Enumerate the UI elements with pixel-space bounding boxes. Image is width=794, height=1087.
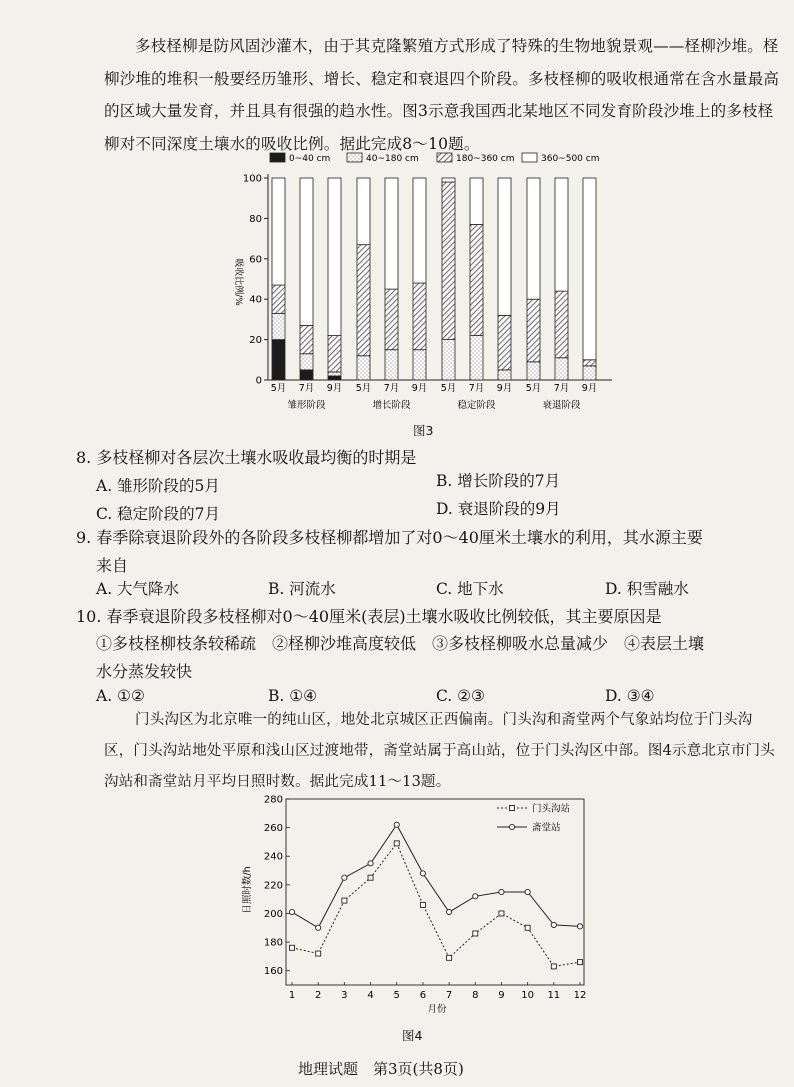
- x-tick-label: 9: [498, 990, 505, 1001]
- data-point: [342, 875, 347, 880]
- bar-segment: [357, 178, 370, 245]
- series-line: [292, 843, 580, 966]
- question-10-option-c[interactable]: C. ②③: [436, 687, 485, 705]
- data-point: [368, 861, 373, 866]
- bar-segment: [498, 315, 511, 370]
- bar-segment: [328, 336, 341, 372]
- legend-swatch: [347, 153, 362, 162]
- bar-segment: [300, 325, 313, 353]
- question-9-option-a[interactable]: A. 大气降水: [96, 580, 180, 598]
- data-point: [316, 951, 321, 956]
- x-tick-label: 5月: [270, 383, 287, 394]
- question-8-option-c[interactable]: C. 稳定阶段的7月: [96, 505, 221, 523]
- question-10-stem: 10. 春季衰退阶段多枝柽柳对0～40厘米(表层)土壤水吸收比例较低，其主要原因是: [76, 607, 662, 626]
- bar-segment: [300, 354, 313, 370]
- question-9-option-b[interactable]: B. 河流水: [268, 580, 336, 598]
- y-tick-label: 160: [263, 966, 283, 978]
- question-10-option-a[interactable]: A. ①②: [96, 687, 145, 705]
- question-8-option-b[interactable]: B. 增长阶段的7月: [436, 472, 561, 490]
- question-8-option-a[interactable]: A. 雏形阶段的5月: [96, 477, 220, 495]
- data-point: [420, 871, 425, 876]
- bar-segment: [583, 360, 596, 366]
- group-label: 雏形阶段: [287, 400, 326, 411]
- bar-segment: [583, 178, 596, 360]
- data-point: [499, 889, 504, 894]
- bar-segment: [442, 340, 455, 380]
- legend-swatch: [522, 153, 537, 162]
- intro-paragraph-2: 门头沟区为北京唯一的纯山区，地处北京城区正西偏南。门头沟和斋堂两个气象站均位于门头沟区，门头沟站地处平原和浅山区过渡地带，斋堂站属于高山站，位于门头沟区中部。图4示意北京市门头沟站和斋堂站月平均日照时数。据此完成11～13题。: [104, 712, 775, 790]
- bar-segment: [272, 313, 285, 339]
- data-point: [368, 875, 373, 880]
- x-tick-label: 4: [367, 990, 374, 1001]
- legend-label: 斋堂站: [532, 822, 561, 834]
- bar-segment: [328, 372, 341, 376]
- y-tick-label: 180: [263, 937, 283, 949]
- group-label: 稳定阶段: [457, 400, 496, 411]
- bar-segment: [413, 350, 426, 380]
- bar-segment: [583, 366, 596, 380]
- x-tick-label: 12: [573, 990, 587, 1001]
- y-tick-label: 80: [249, 213, 262, 225]
- legend-marker: [510, 806, 515, 811]
- legend-swatch: [270, 153, 285, 162]
- data-point: [394, 841, 399, 846]
- y-tick-label: 100: [242, 173, 262, 185]
- question-10-option-b[interactable]: B. ①④: [268, 687, 318, 705]
- y-tick-label: 20: [249, 335, 262, 347]
- y-tick-label: 220: [263, 880, 283, 892]
- y-axis-label: 吸收比例/%: [233, 258, 243, 306]
- legend-label: 门头沟站: [532, 803, 571, 815]
- data-point: [446, 909, 451, 914]
- x-tick-label: 1: [288, 990, 296, 1001]
- bar-segment: [385, 289, 398, 350]
- data-point: [394, 822, 399, 827]
- bar-segment: [555, 291, 568, 358]
- x-tick-label: 5月: [355, 383, 372, 394]
- bar-segment: [357, 356, 370, 380]
- x-tick-label: 7月: [298, 383, 315, 394]
- bar-segment: [272, 340, 285, 380]
- bar-segment: [385, 350, 398, 380]
- x-tick-label: 2: [314, 990, 322, 1001]
- bar-segment: [300, 370, 313, 380]
- series-line: [292, 825, 580, 928]
- x-tick-label: 7月: [553, 383, 570, 394]
- data-point: [525, 889, 530, 894]
- group-label: 增长阶段: [372, 400, 411, 411]
- data-point: [499, 911, 504, 916]
- bar-segment: [272, 178, 285, 285]
- data-point: [551, 964, 556, 969]
- question-9-stem-continued: 来自: [96, 556, 129, 575]
- bar-segment: [328, 376, 341, 380]
- legend-swatch: [437, 153, 452, 162]
- bar-segment: [442, 182, 455, 340]
- y-tick-label: 260: [263, 823, 283, 835]
- y-tick-label: 280: [263, 794, 283, 806]
- intro-paragraph-1: 多枝柽柳是防风固沙灌木，由于其克隆繁殖方式形成了特殊的生物地貌景观——柽柳沙堆。柽柳沙堆的堆积一般要经历雏形、增长、稳定和衰退四个阶段。多枝柽柳的吸收根通常在含水量最高的区域大量发育，并且具有很强的趋水性。图3示意我国西北某地区不同发育阶段沙堆上的多枝柽柳对不同深度土壤水的吸收比例。据此完成8～10题。: [104, 37, 780, 153]
- data-point: [551, 922, 556, 927]
- data-point: [342, 898, 347, 903]
- bar-segment: [328, 178, 341, 336]
- x-tick-label: 5月: [440, 383, 457, 394]
- x-tick-label: 7: [445, 990, 453, 1001]
- y-tick-label: 0: [255, 375, 262, 387]
- figure-4-caption: 图4: [402, 1028, 423, 1043]
- legend-label: 40~180 cm: [366, 154, 419, 164]
- bar-segment: [527, 178, 540, 299]
- x-tick-label: 5: [393, 990, 400, 1001]
- bar-segment: [470, 336, 483, 380]
- x-tick-label: 8: [472, 990, 479, 1001]
- x-tick-label: 7月: [468, 383, 485, 394]
- bar-segment: [498, 178, 511, 315]
- data-point: [473, 894, 478, 899]
- legend-label: 360~500 cm: [541, 154, 600, 164]
- bar-segment: [300, 178, 313, 325]
- x-tick-label: 6: [419, 990, 427, 1001]
- x-tick-label: 9月: [326, 383, 343, 394]
- y-tick-label: 200: [263, 908, 283, 920]
- question-9-option-d[interactable]: D. 积雪融水: [605, 580, 689, 598]
- legend-label: 0~40 cm: [289, 154, 331, 164]
- y-tick-label: 40: [249, 294, 262, 306]
- legend-marker: [509, 824, 514, 829]
- data-point: [577, 924, 582, 929]
- bar-segment: [555, 358, 568, 380]
- bar-segment: [470, 178, 483, 224]
- data-point: [316, 925, 321, 930]
- bar-segment: [442, 178, 455, 182]
- bar-segment: [527, 362, 540, 380]
- data-point: [420, 902, 425, 907]
- data-point: [290, 945, 295, 950]
- bar-segment: [555, 178, 568, 291]
- group-label: 衰退阶段: [542, 400, 581, 411]
- data-point: [525, 925, 530, 930]
- bar-segment: [413, 283, 426, 350]
- x-tick-label: 5月: [525, 383, 542, 394]
- bar-segment: [272, 285, 285, 313]
- y-tick-label: 60: [249, 254, 262, 266]
- x-tick-label: 11: [547, 990, 561, 1001]
- x-axis-label: 月份: [427, 1004, 447, 1015]
- data-point: [473, 931, 478, 936]
- question-9-stem: 9. 春季除衰退阶段外的各阶段多枝柽柳都增加了对0～40厘米土壤水的利用，其水源主要: [76, 528, 703, 547]
- bar-segment: [527, 299, 540, 362]
- question-10-statements-continued: 水分蒸发较快: [96, 662, 193, 681]
- x-tick-label: 3: [341, 990, 348, 1001]
- bar-segment: [498, 370, 511, 380]
- x-tick-label: 9月: [581, 383, 598, 394]
- bar-segment: [413, 178, 426, 283]
- bar-segment: [385, 178, 398, 289]
- question-10-option-d[interactable]: D. ③④: [605, 687, 655, 705]
- bar-segment: [470, 224, 483, 335]
- data-point: [289, 909, 294, 914]
- bar-segment: [357, 245, 370, 356]
- question-8-stem: 8. 多枝柽柳对各层次土壤水吸收最均衡的时期是: [76, 448, 417, 467]
- question-8-option-d[interactable]: D. 衰退阶段的9月: [436, 500, 561, 518]
- legend-label: 180~360 cm: [456, 154, 515, 164]
- question-10-statements: ①多枝柽柳枝条较稀疏 ②柽柳沙堆高度较低 ③多枝柽柳吸水总量减少 ④表层土壤: [96, 634, 705, 653]
- x-tick-label: 10: [521, 990, 535, 1001]
- x-tick-label: 7月: [383, 383, 400, 394]
- x-tick-label: 9月: [496, 383, 513, 394]
- y-axis-label: 日照时数/h: [242, 866, 253, 914]
- figure-3-stacked-bar-chart: [220, 148, 640, 416]
- data-point: [447, 955, 452, 960]
- y-tick-label: 240: [263, 851, 283, 863]
- page-footer: 地理试题 第3页(共8页): [298, 1060, 464, 1078]
- x-tick-label: 9月: [411, 383, 428, 394]
- data-point: [578, 960, 583, 965]
- question-9-option-c[interactable]: C. 地下水: [436, 580, 504, 598]
- figure-4-line-chart: [235, 790, 605, 1025]
- figure-3-caption: 图3: [413, 423, 434, 438]
